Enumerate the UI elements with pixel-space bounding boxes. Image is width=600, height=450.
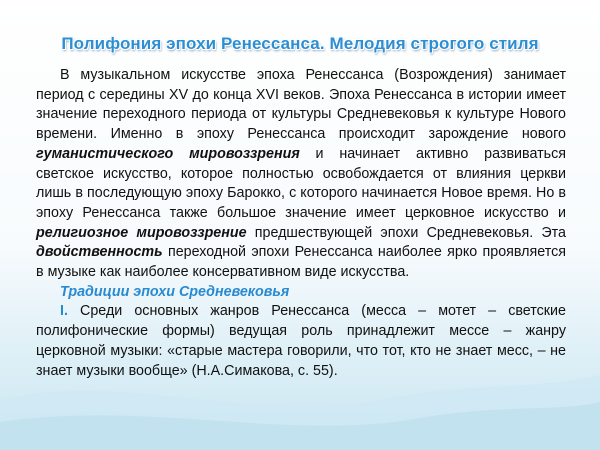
genres-paragraph <box>36 302 566 381</box>
genres-text: Среди основных жанров Ренессанса (месса – мотет – светские полифонические формы) ведущая роль принадлежит мессе – жанру церковной музыки: «старые мастера говорили, что тот, кто не знает месс, – не знает музыки вообще» (Н.А.Симакова, с. 55). <box>36 303 566 379</box>
emphasis-duality: двойственность <box>36 244 163 261</box>
emphasis-religious-worldview: религиозное мировоззрение <box>36 224 247 241</box>
section-subheading: Традиции эпохи Средневековья <box>60 283 290 300</box>
slide-title: Полифония эпохи Ренессанса. Мелодия строгого стиля <box>61 34 539 53</box>
title-container <box>0 34 600 54</box>
emphasis-humanistic-worldview: гуманистического мировоззрения <box>36 145 300 162</box>
intro-text-2: и начинает активно развиваться светское искусство, которое полностью освобождается от влияния церкви лишь в последующую эпоху Барокко, с которого начинается Новое время. Но в эпоху Ренессанса также большое значение имеет церковное искусство и <box>36 145 566 221</box>
roman-numeral-marker: I. <box>60 303 68 320</box>
intro-text-3: предшествующей эпохи Средневековья. Эта <box>246 224 566 241</box>
slide-content <box>36 66 566 381</box>
intro-text-1: В музыкальном искусстве эпоха Ренессанса (Возрождения) занимает период с середины XV до конца XVI веков. Эпоха Ренессанса в истории имеет значение переходного периода от культуры Средневековья к культуре Нового времени. Именно в эпоху Ренессанса происходит зарождение нового <box>36 67 566 143</box>
intro-text-4: переходной эпохи Ренессанса наиболее ярко проявляется в музыке как наиболее консервативном виде искусства. <box>36 244 566 281</box>
intro-paragraph <box>36 66 566 283</box>
